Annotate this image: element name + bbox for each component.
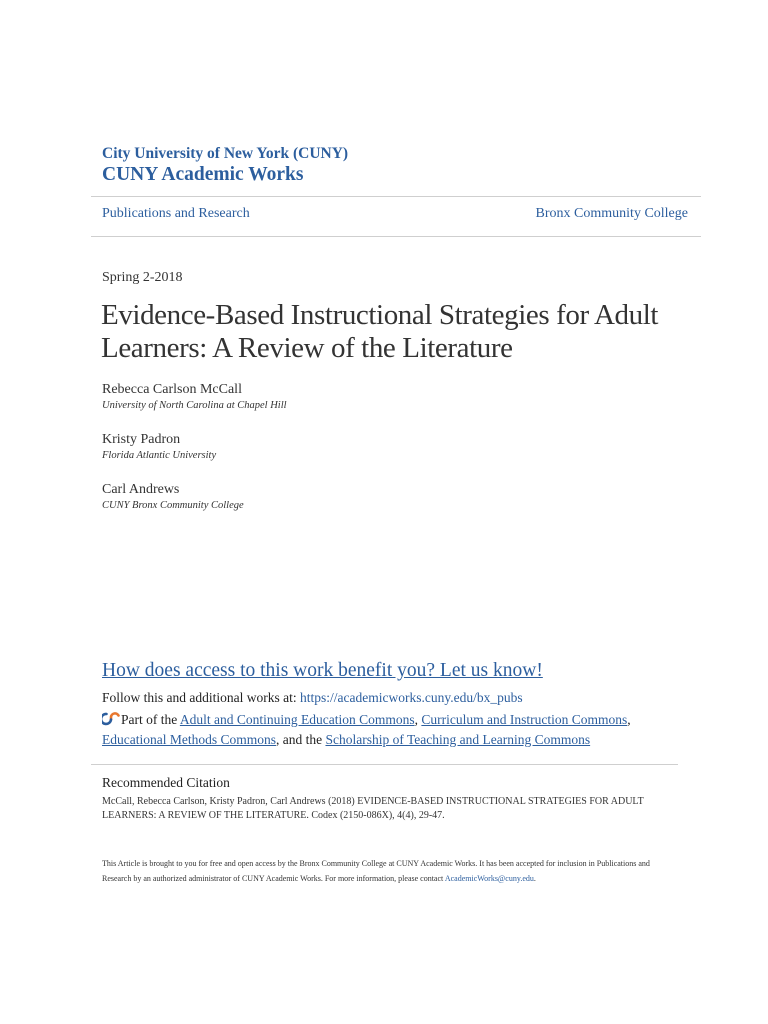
author-affiliation: University of North Carolina at Chapel Hill — [102, 400, 287, 411]
separator: , and the — [275, 731, 326, 747]
follow-label: Follow this and additional works at: — [102, 690, 300, 705]
author-affiliation: Florida Atlantic University — [102, 450, 217, 461]
divider — [91, 236, 701, 237]
author-block — [102, 381, 287, 414]
commons-link-scholarship-teaching[interactable]: Scholarship of Teaching and Learning Commons — [325, 731, 591, 747]
separator: , — [627, 712, 631, 727]
feedback-link[interactable]: How does access to this work benefit you? Let us know! — [102, 660, 543, 681]
author-name: Kristy Padron — [102, 432, 181, 447]
access-notice — [102, 856, 672, 886]
citation-text: McCall, Rebecca Carlson, Kristy Padron, Carl Andrews (2018) EVIDENCE-BASED INSTRUCTIONAL STRATEGIES FOR ADULT LEARNERS: A REVIEW OF THE LITERATURE. Codex (2150-086X), 4(4), 29-47. — [102, 796, 644, 821]
notice-text: This Article is brought to you for free and open access by the Bronx Community College at CUNY Academic Works. It has been accepted for inclusion in Publications and Research by an authorized administrator of CUNY Academic Works. For more information, please contact — [102, 859, 650, 883]
notice-end: . — [533, 874, 536, 883]
commons-link-educational-methods[interactable]: Educational Methods Commons — [102, 731, 276, 747]
author-affiliation: CUNY Bronx Community College — [102, 500, 244, 511]
author-block — [102, 481, 244, 514]
part-of-line — [102, 710, 682, 749]
open-access-icon — [102, 711, 120, 726]
follow-line — [102, 690, 523, 706]
collection-link[interactable]: Publications and Research — [102, 206, 250, 221]
citation-heading: Recommended Citation — [102, 775, 230, 790]
publication-date: Spring 2-2018 — [102, 270, 183, 285]
collection-url-link[interactable]: https://academicworks.cuny.edu/bx_pubs — [300, 690, 523, 705]
commons-link-adult-education[interactable]: Adult and Continuing Education Commons — [179, 712, 415, 727]
author-block — [102, 431, 216, 464]
part-of-label: Part of the — [121, 712, 180, 727]
institution-block — [102, 144, 348, 187]
commons-link-curriculum[interactable]: Curriculum and Instruction Commons — [421, 712, 628, 727]
university-link[interactable]: City University of New York (CUNY) — [102, 145, 349, 162]
repository-link[interactable]: CUNY Academic Works — [102, 164, 304, 185]
author-name: Rebecca Carlson McCall — [102, 382, 242, 397]
college-link[interactable]: Bronx Community College — [535, 206, 688, 221]
article-title: Evidence-Based Instructional Strategies for Adult Learners: A Review of the Literature — [101, 299, 659, 364]
divider — [91, 764, 678, 765]
contact-email-link[interactable]: AcademicWorks@cuny.edu — [444, 874, 534, 883]
separator: , — [414, 712, 422, 727]
author-name: Carl Andrews — [102, 482, 180, 497]
divider — [91, 196, 701, 197]
